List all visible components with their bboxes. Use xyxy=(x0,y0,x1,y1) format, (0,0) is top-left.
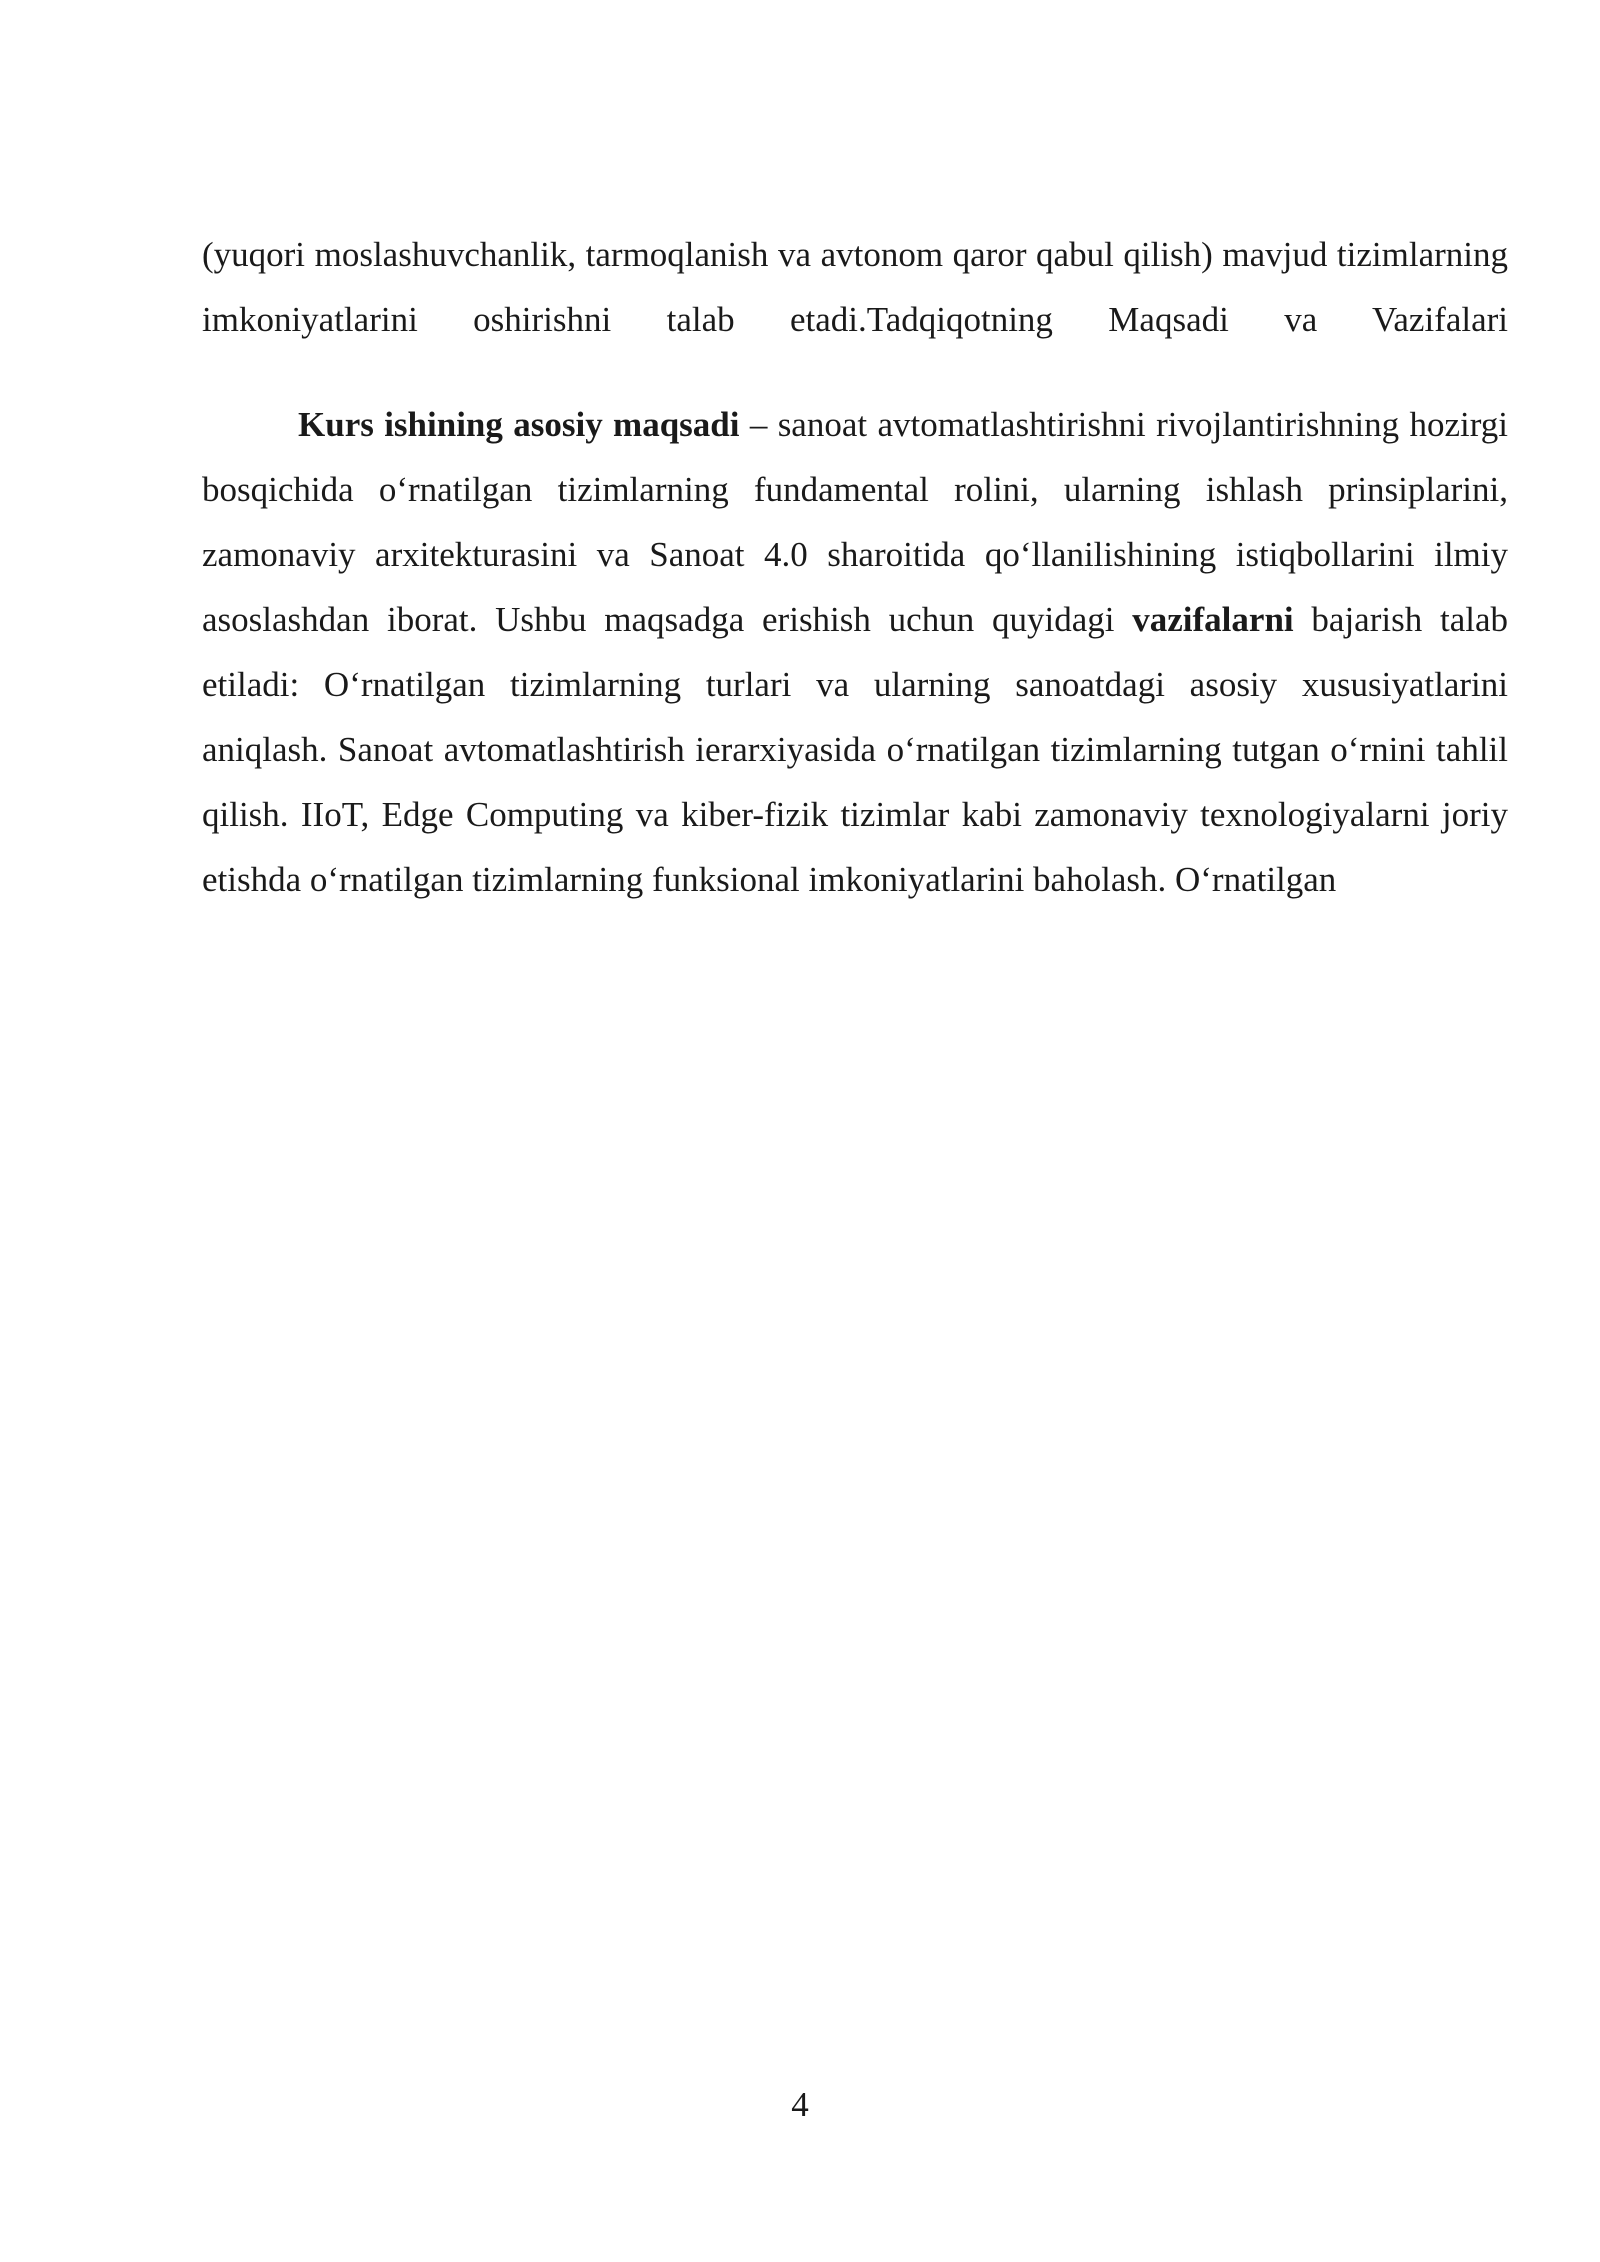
bold-tasks-text: vazifalarni xyxy=(1132,600,1294,639)
paragraph-text-part2: bajarish talab etiladi: O‘rnatilgan tizimlarning turlari va ularning sanoatdagi asosiy xususiyatlarini aniqlash. Sanoat avtomatlashtirish ierarxiyasida o‘rnatilgan tizimlarning tutgan o‘rnini tahlil qilish. IIoT, Edge Computing va kiber-fizik tizimlar kabi zamonaviy texnologiyalarni joriy etishda o‘rnatilgan tizimlarning funksional imkoniyatlarini baholash. O‘rnatilgan xyxy=(202,600,1509,899)
paragraph-intro: (yuqori moslashuvchanlik, tarmoqlanish va avtonom qaror qabul qilish) mavjud tizimlarning imkoniyatlarini oshirishni talab etadi.Tadqiqotning Maqsadi va Vazifalari xyxy=(202,235,1508,339)
paragraph-text-part1: – sanoat avtomatlashtirishni rivojlantirishning hozirgi bosqichida o‘rnatilgan tizimlarning fundamental rolini, ularning ishlash prinsiplarini, zamonaviy arxitekturasini va Sanoat 4.0 sharoitida qo‘llanilishining istiqbollarini ilmiy asoslashdan iborat. Ushbu maqsadga erishish uchun quyidagi xyxy=(202,405,1508,639)
bold-lead-text: Kurs ishining asosiy maqsadi xyxy=(298,405,740,444)
paragraph-goals xyxy=(202,392,1508,912)
document-body xyxy=(202,222,1508,912)
page-number: 4 xyxy=(791,2085,809,2124)
